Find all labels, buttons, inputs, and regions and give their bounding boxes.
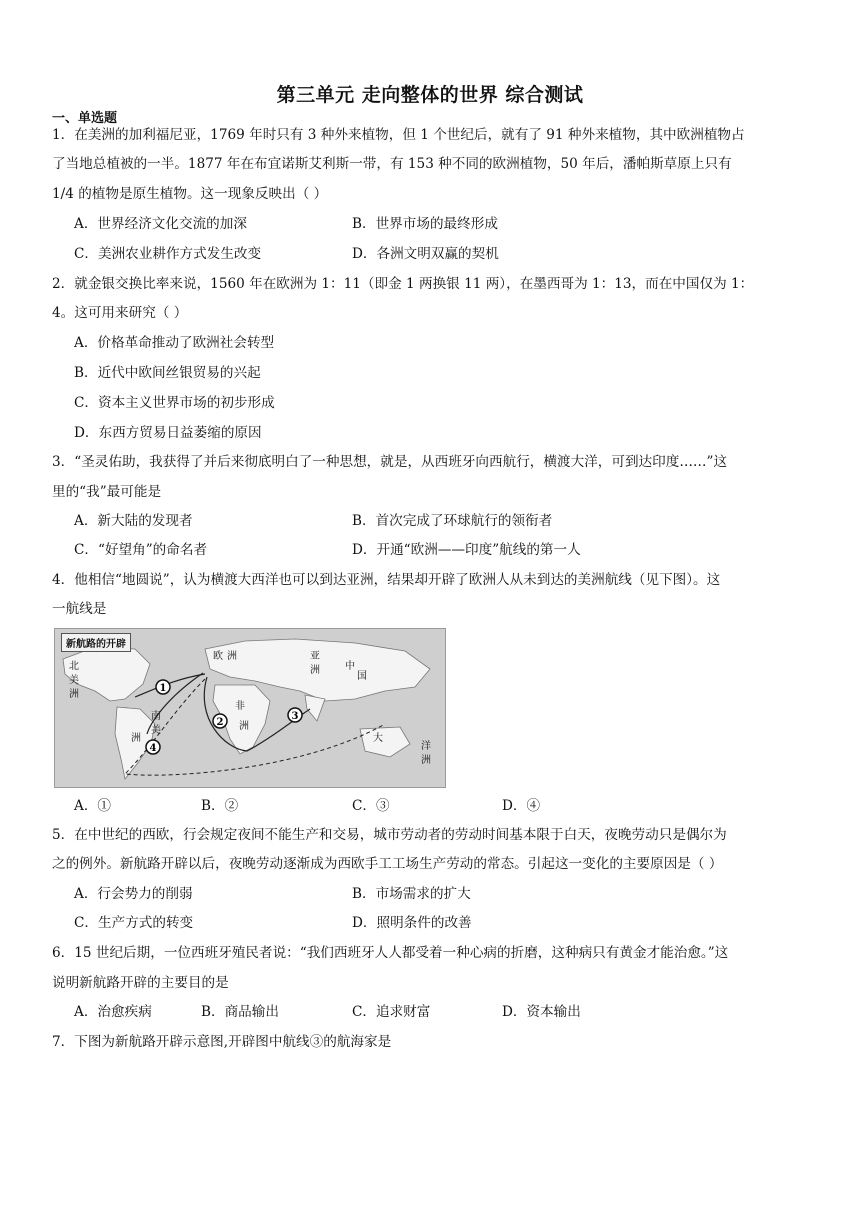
question-6-option-d: D．资本输出 — [502, 1004, 581, 1020]
question-6-option-c: C．追求财富 — [352, 1004, 431, 1020]
label-europe-2: 洲 — [227, 651, 237, 662]
label-africa-1: 非 — [235, 701, 245, 712]
route-marker-2 — [213, 714, 227, 728]
marker-label-1: 1 — [159, 683, 167, 694]
question-1-line-1: 1．在美洲的加利福尼亚，1769 年时只有 3 种外来植物，但 1 个世纪后，就有了 91 种外来植物，其中欧洲植物占 — [52, 127, 745, 143]
question-1-line-2: 了当地总植被的一半。1877 年在布宜诺斯艾利斯一带，有 153 种不同的欧洲植物，50 年后，潘帕斯草原上只有 — [52, 156, 732, 172]
question-4-option-b: B．② — [201, 798, 239, 814]
question-6-option-b: B．商品输出 — [201, 1004, 279, 1020]
label-oceania-2: 洋 — [421, 741, 431, 752]
route-marker-1 — [156, 680, 170, 694]
route-marker-3 — [288, 708, 302, 722]
label-europe-1: 欧 — [213, 651, 223, 662]
question-1-option-a: A．世界经济文化交流的加深 — [74, 216, 247, 232]
label-south-america-1: 南 — [151, 711, 161, 722]
question-1-line-3: 1/4 的植物是原生植物。这一现象反映出（ ） — [52, 186, 328, 202]
label-asia-1: 亚 — [310, 651, 320, 662]
label-oceania-1: 大 — [373, 733, 383, 744]
question-2-line-2: 4。这可用来研究（ ） — [52, 305, 188, 321]
label-china-2: 国 — [357, 671, 367, 682]
question-6-option-a: A．治愈疾病 — [74, 1004, 152, 1020]
question-7-line-1: 7．下图为新航路开辟示意图,开辟图中航线③的航海家是 — [52, 1034, 392, 1050]
question-1-option-d: D．各洲文明双赢的契机 — [352, 246, 499, 262]
question-4-line-2: 一航线是 — [52, 601, 107, 617]
route-marker-4 — [146, 740, 160, 754]
question-6-line-2: 说明新航路开辟的主要目的是 — [52, 975, 229, 991]
label-oceania-3: 洲 — [421, 755, 431, 766]
marker-label-4: 4 — [149, 743, 157, 754]
label-africa-2: 洲 — [239, 721, 249, 732]
question-3-option-d: D．开通“欧洲——印度”航线的第一人 — [352, 542, 581, 558]
label-china-1: 中 — [345, 661, 355, 672]
question-4-option-a: A．① — [74, 798, 112, 814]
label-south-america-3: 洲 — [131, 733, 141, 744]
question-5-line-1: 5．在中世纪的西欧，行会规定夜间不能生产和交易，城市劳动者的劳动时间基本限于白天，夜晚劳动只是偶尔为 — [52, 827, 727, 843]
question-2-option-d: D．东西方贸易日益萎缩的原因 — [74, 425, 262, 441]
question-2-option-c: C．资本主义世界市场的初步形成 — [74, 395, 275, 411]
question-2-option-a: A．价格革命推动了欧洲社会转型 — [74, 335, 275, 351]
question-5-option-d: D．照明条件的改善 — [352, 915, 472, 931]
label-north-america-3: 洲 — [69, 689, 79, 700]
question-6-line-1: 6．15 世纪后期，一位西班牙殖民者说：“我们西班牙人人都受着一种心病的折磨，这种病只有黄金才能治愈。”这 — [52, 945, 729, 961]
question-3-option-a: A．新大陆的发现者 — [74, 513, 193, 529]
question-2-option-b: B．近代中欧间丝银贸易的兴起 — [74, 365, 261, 381]
question-4-line-1: 4．他相信“地圆说”，认为横渡大西洋也可以到达亚洲，结果却开辟了欧洲人从未到达的美洲航线（见下图）。这 — [52, 572, 721, 588]
question-5-option-c: C．生产方式的转变 — [74, 915, 194, 931]
page-title: 第三单元 走向整体的世界 综合测试 — [276, 84, 584, 106]
marker-label-3: 3 — [291, 711, 299, 722]
question-5-line-2: 之的例外。新航路开辟以后，夜晚劳动逐渐成为西欧手工工场生产劳动的常态。引起这一变化的主要原因是（ ） — [52, 856, 723, 872]
question-3-option-c: C．“好望角”的命名者 — [74, 542, 208, 558]
marker-label-2: 2 — [216, 717, 224, 728]
map-title: 新航路的开辟 — [61, 633, 131, 652]
question-5-option-b: B．市场需求的扩大 — [352, 886, 471, 902]
question-4-option-c: C．③ — [352, 798, 390, 814]
label-asia-2: 洲 — [310, 665, 320, 676]
label-south-america-2: 美 — [151, 725, 161, 736]
section-heading: 一、单选题 — [52, 111, 118, 126]
question-5-option-a: A．行会势力的削弱 — [74, 886, 193, 902]
question-3-line-1: 3．“圣灵佑助，我获得了并后来彻底明白了一种思想，就是，从西班牙向西航行，横渡大洋，可到达印度……”这 — [52, 454, 728, 470]
label-north-america-1: 北 — [69, 661, 79, 672]
question-2-line-1: 2．就金银交换比率来说，1560 年在欧洲为 1：11（即金 1 两换银 11 两），在墨西哥为 1：13，而在中国仅为 1： — [52, 276, 754, 292]
new-route-map — [54, 628, 446, 788]
question-3-option-b: B．首次完成了环球航行的领衔者 — [352, 513, 553, 529]
question-1-option-c: C．美洲农业耕作方式发生改变 — [74, 246, 262, 262]
label-north-america-2: 美 — [69, 675, 79, 686]
question-3-line-2: 里的“我”最可能是 — [52, 484, 162, 500]
map-drawing — [55, 629, 445, 787]
question-1-option-b: B．世界市场的最终形成 — [352, 216, 498, 232]
question-4-option-d: D．④ — [502, 798, 541, 814]
